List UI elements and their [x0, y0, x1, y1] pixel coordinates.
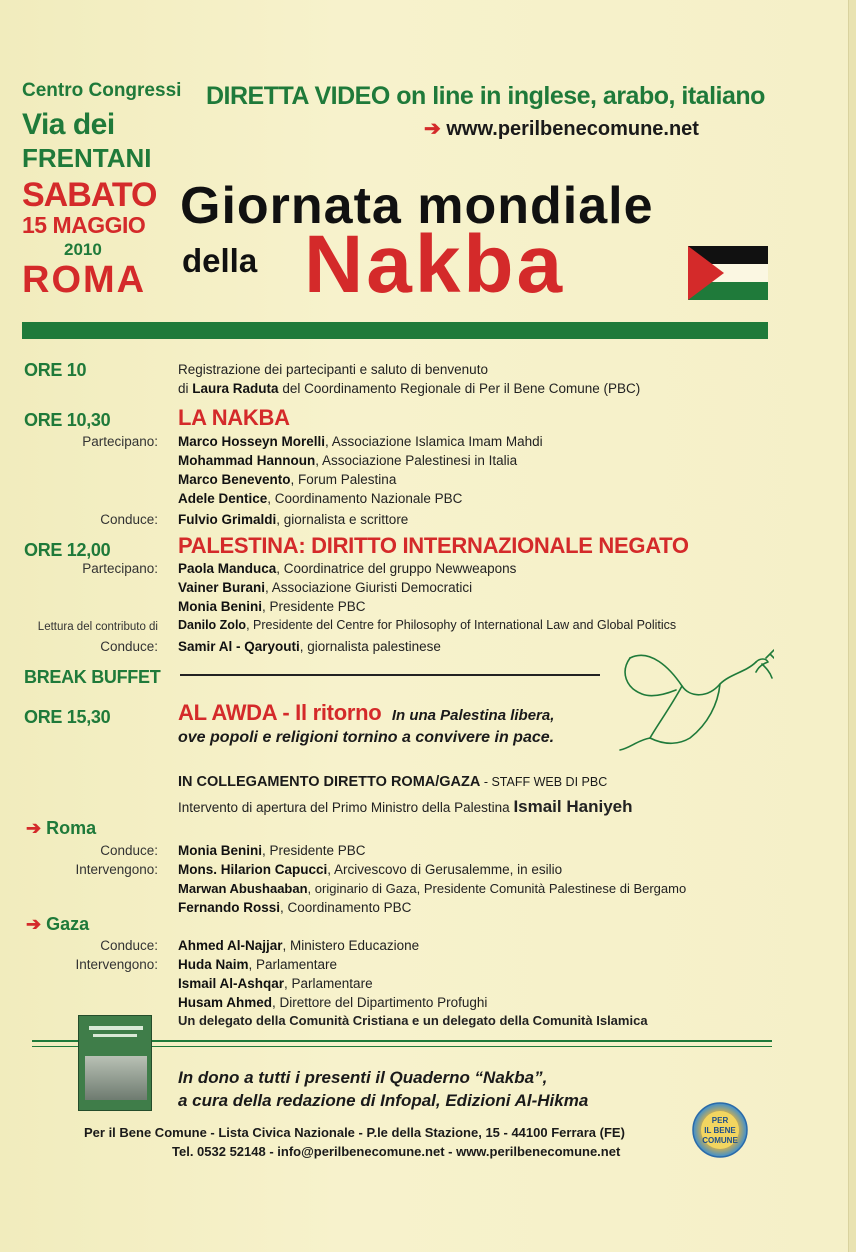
- time-ore-10-30: ORE 10,30: [24, 410, 111, 430]
- arrow-right-icon: ➔: [26, 818, 42, 838]
- dove-icon: [590, 628, 774, 752]
- logo-text-bene: IL BENE: [704, 1126, 736, 1135]
- delegati: Un delegato della Comunità Cristiana e un delegato della Comunità Islamica: [178, 1013, 648, 1028]
- title-main: Giornata mondiale: [180, 177, 654, 235]
- collegamento-roma-gaza: IN COLLEGAMENTO DIRETTO ROMA/GAZA - STAFF WEB DI PBC: [178, 774, 608, 790]
- speaker: Marwan Abushaaban, originario di Gaza, Presidente Comunità Palestinese di Bergamo: [178, 881, 687, 896]
- label-intervengono: Intervengono:: [75, 957, 158, 972]
- speaker: Marco Hosseyn Morelli, Associazione Islamica Imam Mahdi: [178, 434, 543, 449]
- time-ore-10: ORE 10: [24, 360, 87, 380]
- section-la-nakba: LA NAKBA: [178, 405, 290, 430]
- speaker: Huda Naim, Parlamentare: [178, 957, 338, 972]
- place-gaza: ➔ Gaza: [26, 914, 90, 934]
- palestine-flag-icon: [688, 246, 768, 300]
- venue-line2: Via dei: [22, 108, 115, 141]
- venue-line3: FRENTANI: [22, 143, 152, 173]
- s1-line1: Registrazione dei partecipanti e saluto di benvenuto: [178, 362, 488, 377]
- logo-text-per: PER: [711, 1116, 729, 1125]
- label-conduce: Conduce:: [100, 512, 158, 527]
- gift-notice: In dono a tutti i presenti il Quaderno “Nakba”, a cura della redazione di Infopal, Edizioni Al-Hikma: [178, 1068, 589, 1110]
- label-conduce: Conduce:: [100, 639, 158, 654]
- speaker: Mons. Hilarion Capucci, Arcivescovo di Gerusalemme, in esilio: [178, 862, 563, 877]
- moderator: Fulvio Grimaldi, giornalista e scrittore: [178, 512, 409, 527]
- moderator: Samir Al - Qaryouti, giornalista palestinese: [178, 639, 441, 654]
- speaker: Ismail Al-Ashqar, Parlamentare: [178, 976, 373, 991]
- moderator: Monia Benini, Presidente PBC: [178, 843, 366, 858]
- speaker: Danilo Zolo, Presidente del Centre for Philosophy of International Law and Global Politics: [178, 618, 677, 632]
- speaker: Marco Benevento, Forum Palestina: [178, 472, 397, 487]
- break-buffet: BREAK BUFFET: [24, 667, 161, 687]
- intervento-apertura: Intervento di apertura del Primo Ministro della Palestina Ismail Haniyeh: [178, 797, 633, 816]
- break-divider: [180, 674, 600, 676]
- arrow-right-icon: ➔: [26, 914, 42, 934]
- stream-info: DIRETTA VIDEO on line in inglese, arabo, italiano: [206, 82, 765, 110]
- s1-line2: di Laura Raduta del Coordinamento Regionale di Per il Bene Comune (PBC): [178, 381, 641, 396]
- per-il-bene-comune-logo: [692, 1102, 748, 1158]
- section-al-awda: AL AWDA - Il ritorno In una Palestina libera,: [178, 700, 555, 725]
- quaderno-nakba-cover: [78, 1015, 152, 1111]
- page-fold: [848, 0, 856, 1252]
- title-nakba: Nakba: [304, 219, 566, 310]
- stream-url-row: [424, 116, 699, 141]
- speaker: Adele Dentice, Coordinamento Nazionale PBC: [178, 491, 463, 506]
- header-divider: [22, 322, 768, 339]
- speaker: Fernando Rossi, Coordinamento PBC: [178, 900, 412, 915]
- arrow-right-icon: ➔: [424, 118, 441, 140]
- time-ore-12: ORE 12,00: [24, 540, 111, 560]
- venue-line1: Centro Congressi: [22, 80, 182, 101]
- label-conduce: Conduce:: [100, 938, 158, 953]
- label-intervengono: Intervengono:: [75, 862, 158, 877]
- event-city: ROMA: [22, 259, 147, 301]
- stream-url[interactable]: www.perilbenecomune.net: [446, 118, 699, 140]
- event-year: 2010: [64, 240, 102, 259]
- speaker: Husam Ahmed, Direttore del Dipartimento Profughi: [178, 995, 488, 1010]
- organizer-address: Per il Bene Comune - Lista Civica Nazionale - P.le della Stazione, 15 - 44100 Ferrara (FE): [84, 1125, 625, 1140]
- place-roma: ➔ Roma: [26, 818, 97, 838]
- label-lettura: Lettura del contributo di: [37, 621, 158, 633]
- label-conduce: Conduce:: [100, 843, 158, 858]
- moderator: Ahmed Al-Najjar, Ministero Educazione: [178, 938, 420, 953]
- time-ore-15-30: ORE 15,30: [24, 707, 111, 727]
- event-info: [22, 80, 182, 300]
- label-partecipano: Partecipano:: [82, 434, 158, 449]
- event-date: 15 MAGGIO: [22, 212, 146, 238]
- label-partecipano: Partecipano:: [82, 561, 158, 576]
- speaker: Mohammad Hannoun, Associazione Palestinesi in Italia: [178, 453, 518, 468]
- event-day: SABATO: [22, 176, 157, 214]
- logo-text-comune: COMUNE: [702, 1136, 738, 1145]
- section-diritto-negato: PALESTINA: DIRITTO INTERNAZIONALE NEGATO: [178, 533, 689, 558]
- speaker: Vainer Burani, Associazione Giuristi Democratici: [178, 580, 473, 595]
- speaker: Paola Manduca, Coordinatrice del gruppo Newweapons: [178, 561, 517, 576]
- title-della: della: [182, 242, 258, 279]
- organizer-contacts: Tel. 0532 52148 - info@perilbenecomune.net - www.perilbenecomune.net: [172, 1144, 621, 1159]
- speaker: Monia Benini, Presidente PBC: [178, 599, 366, 614]
- al-awda-subtitle: ove popoli e religioni tornino a convivere in pace.: [178, 729, 555, 746]
